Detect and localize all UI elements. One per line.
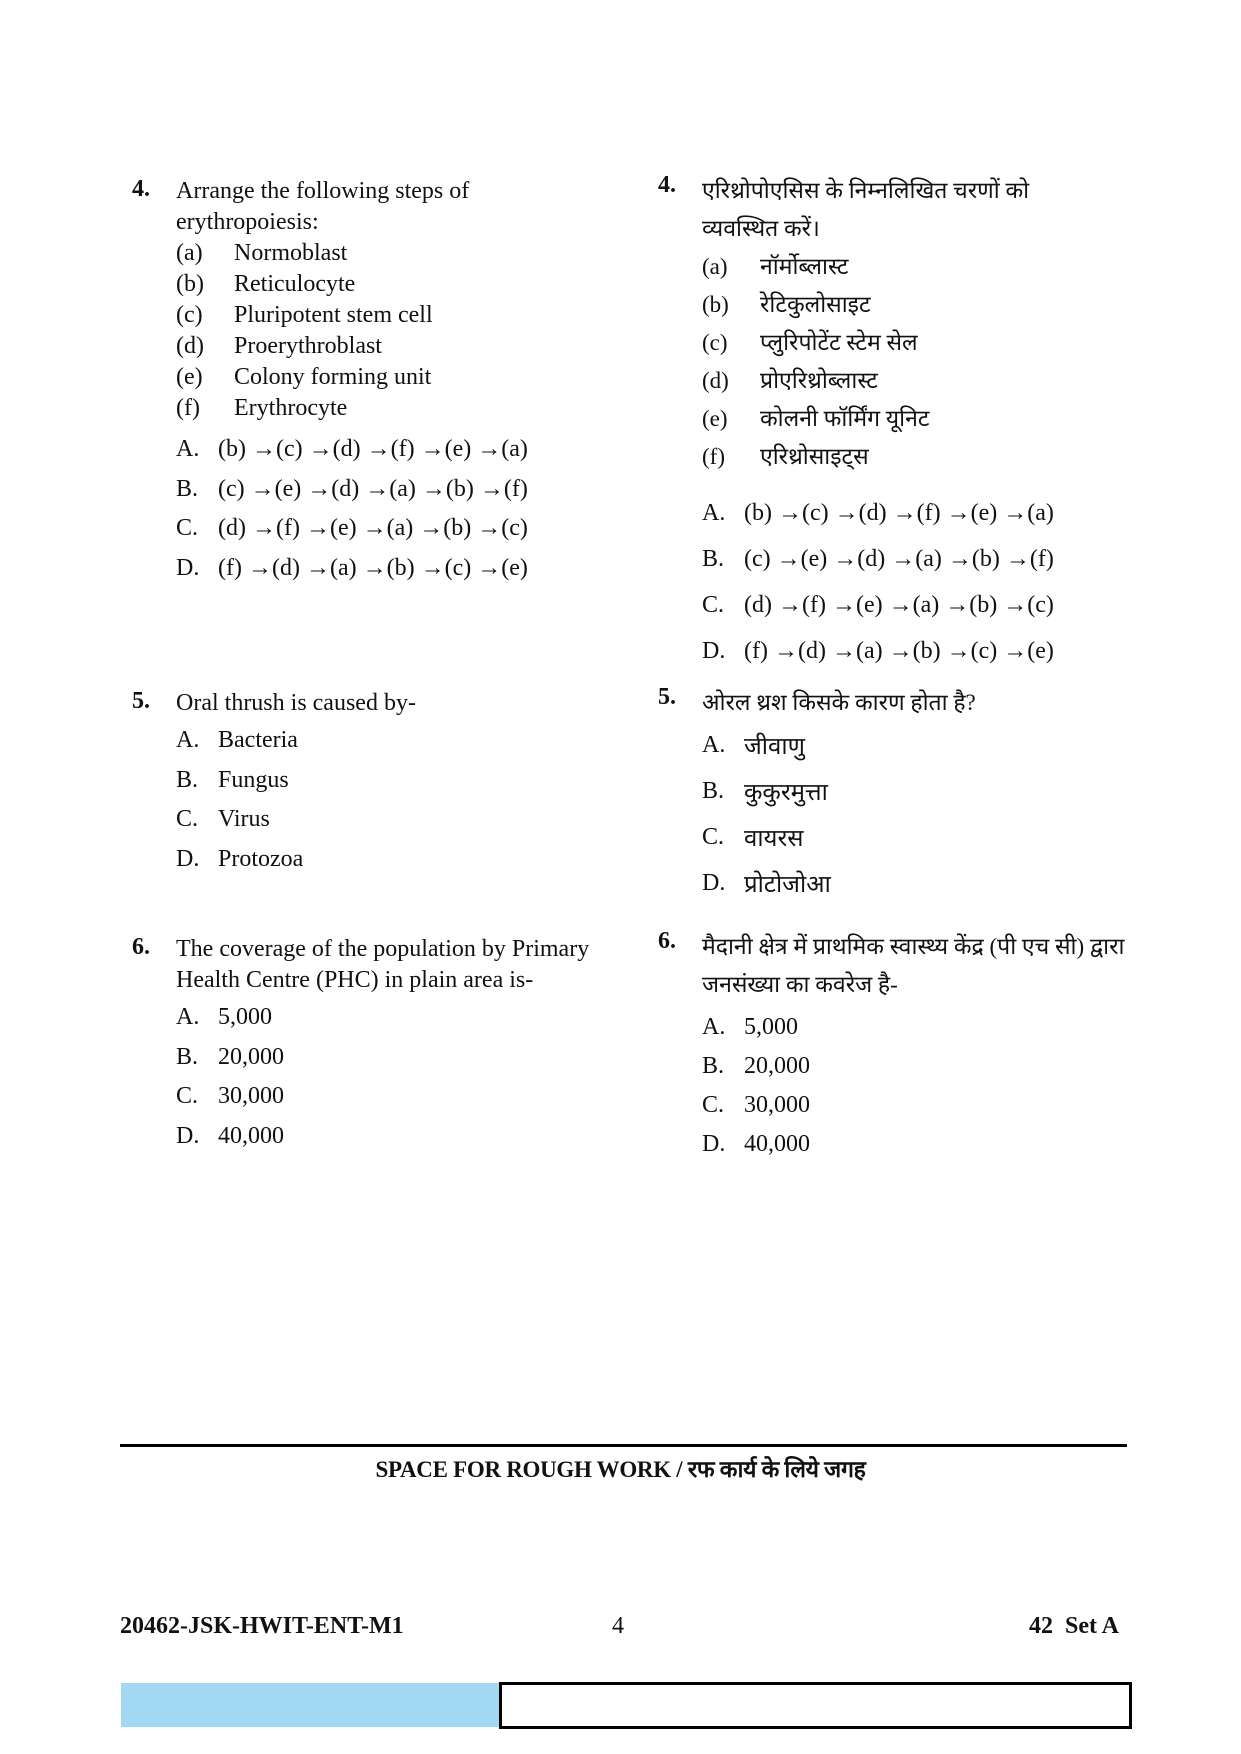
question-text: Oral thrush is caused by- xyxy=(176,690,416,716)
question-number: 4. xyxy=(658,172,676,198)
question-number: 4. xyxy=(132,176,150,202)
paper-code: 20462-JSK-HWIT-ENT-M1 xyxy=(120,1613,404,1639)
question-5-hindi xyxy=(658,684,1138,906)
rough-work-label: SPACE FOR ROUGH WORK / रफ कार्य के लिये जगह xyxy=(375,1457,866,1482)
option-list xyxy=(176,998,612,1156)
list-item: (b) रेटिकुलोसाइट xyxy=(702,292,871,317)
list-item: (d) Proerythroblast xyxy=(176,333,382,359)
option-a: A. 5,000 xyxy=(176,1004,272,1031)
question-4-hindi xyxy=(658,172,1138,674)
list-item: (f) Erythrocyte xyxy=(176,395,348,421)
option-list xyxy=(702,1008,1128,1164)
option-d: D. (f) →(d) →(a) →(b) →(c) →(e) xyxy=(702,637,1054,664)
option-b: B. (c) →(e) →(d) →(a) →(b) →(f) xyxy=(176,475,528,502)
option-d: D. Protozoa xyxy=(176,845,304,872)
list-item: (c) प्लुरिपोटेंट स्टेम सेल xyxy=(702,330,918,355)
item-list xyxy=(176,238,612,424)
option-b: B. 20,000 xyxy=(702,1053,810,1079)
footer-empty-box xyxy=(499,1682,1132,1729)
item-list xyxy=(702,248,1138,476)
option-list xyxy=(702,490,1138,674)
option-b: B. (c) →(e) →(d) →(a) →(b) →(f) xyxy=(702,545,1054,572)
option-d: D. 40,000 xyxy=(702,1131,810,1157)
option-list xyxy=(702,722,1138,906)
option-list xyxy=(176,721,612,879)
set-number: 42 xyxy=(1029,1613,1053,1639)
set-label: Set A xyxy=(1065,1613,1119,1639)
page-number: 4 xyxy=(612,1613,624,1639)
set-info xyxy=(1029,1613,1119,1640)
option-c: C. वायरस xyxy=(702,823,804,852)
option-a: A. जीवाणु xyxy=(702,731,805,760)
question-6-english xyxy=(132,934,612,1156)
question-text: मैदानी क्षेत्र में प्राथमिक स्वास्थ्य केंद्र (पी एच सी) द्वारा जनसंख्या का कवरेज है- xyxy=(702,934,1125,997)
option-c: C. 30,000 xyxy=(176,1083,284,1110)
option-c: C. Virus xyxy=(176,806,270,833)
question-text: Arrange the following steps of erythropoiesis: xyxy=(176,178,470,235)
question-number: 5. xyxy=(132,688,150,714)
option-list xyxy=(176,430,612,588)
list-item: (f) एरिथ्रोसाइट्स xyxy=(702,444,869,469)
list-item: (c) Pluripotent stem cell xyxy=(176,302,433,328)
question-number: 5. xyxy=(658,684,676,710)
question-4-english xyxy=(132,176,612,588)
list-item: (a) Normoblast xyxy=(176,240,348,266)
option-a: A. (b) →(c) →(d) →(f) →(e) →(a) xyxy=(702,499,1054,526)
option-b: B. कुकुरमुत्ता xyxy=(702,777,828,806)
option-c: C. (d) →(f) →(e) →(a) →(b) →(c) xyxy=(702,591,1054,618)
question-text: ओरल थ्रश किसके कारण होता है? xyxy=(702,690,976,715)
option-a: A. 5,000 xyxy=(702,1014,798,1040)
option-d: D. (f) →(d) →(a) →(b) →(c) →(e) xyxy=(176,554,528,581)
question-6-hindi xyxy=(658,928,1128,1164)
question-text: The coverage of the population by Primary Health Centre (PHC) in plain area is- xyxy=(176,936,590,993)
divider-line xyxy=(120,1444,1127,1447)
list-item: (b) Reticulocyte xyxy=(176,271,356,297)
option-a: A. Bacteria xyxy=(176,727,298,754)
option-b: B. Fungus xyxy=(176,766,289,793)
option-a: A. (b) →(c) →(d) →(f) →(e) →(a) xyxy=(176,436,528,463)
option-d: D. 40,000 xyxy=(176,1122,284,1149)
question-5-english xyxy=(132,688,612,879)
footer-color-bar xyxy=(121,1683,499,1727)
option-c: C. (d) →(f) →(e) →(a) →(b) →(c) xyxy=(176,515,528,542)
list-item: (d) प्रोएरिथ्रोब्लास्ट xyxy=(702,368,878,393)
list-item: (e) कोलनी फॉर्मिंग यूनिट xyxy=(702,406,930,431)
option-d: D. प्रोटोजोआ xyxy=(702,869,831,898)
option-c: C. 30,000 xyxy=(702,1092,810,1118)
list-item: (e) Colony forming unit xyxy=(176,364,432,390)
question-number: 6. xyxy=(132,934,150,960)
question-text: एरिथ्रोपोएसिस के निम्नलिखित चरणों को व्यवस्थित करें। xyxy=(702,178,1030,241)
list-item: (a) नॉर्मोब्लास्ट xyxy=(702,254,849,279)
question-number: 6. xyxy=(658,928,676,954)
option-b: B. 20,000 xyxy=(176,1043,284,1070)
